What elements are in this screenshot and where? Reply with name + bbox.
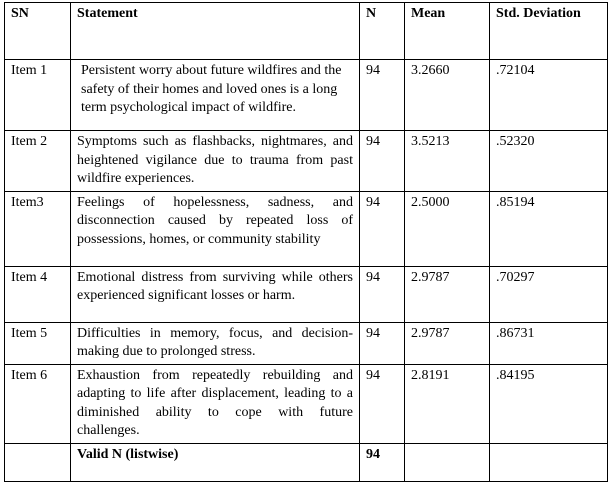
cell-statement: Persistent worry about future wildfires and the safety of their homes and loved ones is a long term psychological impact of wildfire.	[71, 60, 360, 131]
cell-std-deviation: .72104	[490, 60, 608, 131]
header-std-deviation: Std. Deviation	[490, 3, 608, 60]
cell-statement: Emotional distress from surviving while others experienced significant losses or harm.	[71, 266, 360, 322]
header-row	[5, 3, 608, 60]
cell-sn: Item 1	[5, 60, 71, 131]
cell-std-deviation: .70297	[490, 266, 608, 322]
cell-sn-empty	[5, 443, 71, 481]
cell-mean: 3.5213	[405, 131, 490, 192]
cell-mean: 2.5000	[405, 191, 490, 266]
cell-sn: Item3	[5, 191, 71, 266]
cell-mean: 3.2660	[405, 60, 490, 131]
cell-statement: Symptoms such as flashbacks, nightmares, and heightened vigilance due to trauma from past wildfire experiences.	[71, 131, 360, 192]
cell-statement: Feelings of hopelessness, sadness, and disconnection caused by repeated loss of possessions, homes, or community stability	[71, 191, 360, 266]
cell-n: 94	[360, 364, 405, 443]
cell-sn: Item 4	[5, 266, 71, 322]
cell-std-deviation-empty	[490, 443, 608, 481]
footer-row	[5, 443, 608, 481]
cell-std-deviation: .86731	[490, 322, 608, 364]
cell-mean: 2.9787	[405, 322, 490, 364]
table-row	[5, 131, 608, 192]
table-row	[5, 60, 608, 131]
table-row	[5, 266, 608, 322]
header-mean: Mean	[405, 3, 490, 60]
cell-n: 94	[360, 60, 405, 131]
cell-std-deviation: .52320	[490, 131, 608, 192]
valid-n-label: Valid N (listwise)	[71, 443, 360, 481]
cell-mean: 2.9787	[405, 266, 490, 322]
cell-n: 94	[360, 191, 405, 266]
header-sn: SN	[5, 3, 71, 60]
table-row	[5, 322, 608, 364]
valid-n-value: 94	[360, 443, 405, 481]
cell-n: 94	[360, 322, 405, 364]
cell-n: 94	[360, 131, 405, 192]
cell-std-deviation: .84195	[490, 364, 608, 443]
header-n: N	[360, 3, 405, 60]
cell-std-deviation: .85194	[490, 191, 608, 266]
cell-mean-empty	[405, 443, 490, 481]
table-row	[5, 364, 608, 443]
cell-statement: Difficulties in memory, focus, and decision-making due to prolonged stress.	[71, 322, 360, 364]
header-statement: Statement	[71, 3, 360, 60]
table-row	[5, 191, 608, 266]
cell-sn: Item 5	[5, 322, 71, 364]
cell-n: 94	[360, 266, 405, 322]
descriptive-statistics-table	[4, 2, 608, 482]
cell-sn: Item 2	[5, 131, 71, 192]
cell-statement: Exhaustion from repeatedly rebuilding and adapting to life after displacement, leading to a diminished ability to cope with future challenges.	[71, 364, 360, 443]
cell-sn: Item 6	[5, 364, 71, 443]
cell-mean: 2.8191	[405, 364, 490, 443]
